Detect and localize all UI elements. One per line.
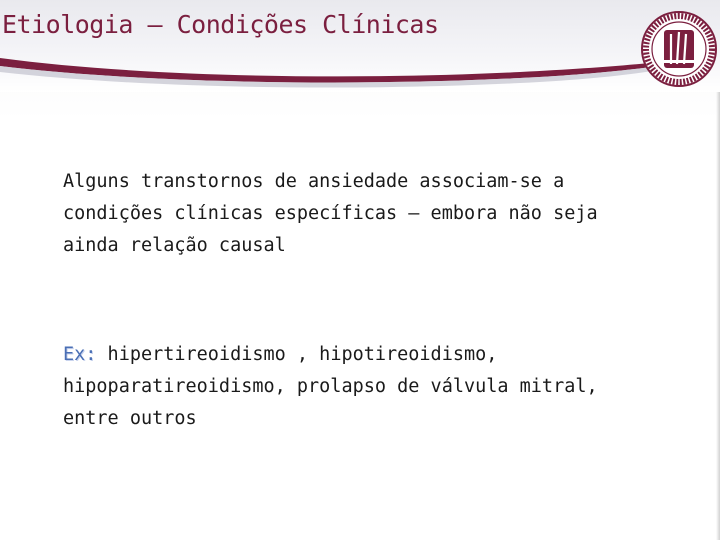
bullet-line: ainda relação causal xyxy=(63,235,286,256)
bullet-line: entre outros xyxy=(63,408,197,429)
bullet-text: hipertireoidismo , hipotireoidismo, xyxy=(96,344,498,365)
right-edge-shadow xyxy=(716,92,720,540)
example-label: Ex: xyxy=(63,344,97,365)
bullet-line xyxy=(44,166,684,198)
university-seal-icon xyxy=(640,10,718,88)
bullet-line: condições clínicas específicas – embora não seja xyxy=(63,203,598,224)
bullet-line: hipoparatireoidismo, prolapso de válvula mitral, xyxy=(63,376,598,397)
bullet-item xyxy=(44,339,684,435)
slide-title: Etiologia – Condições Clínicas xyxy=(2,10,439,39)
bullet-line xyxy=(44,339,684,371)
bullet-text: Alguns transtornos de ansiedade associam-se a xyxy=(63,171,565,192)
bullet-item xyxy=(44,166,684,262)
